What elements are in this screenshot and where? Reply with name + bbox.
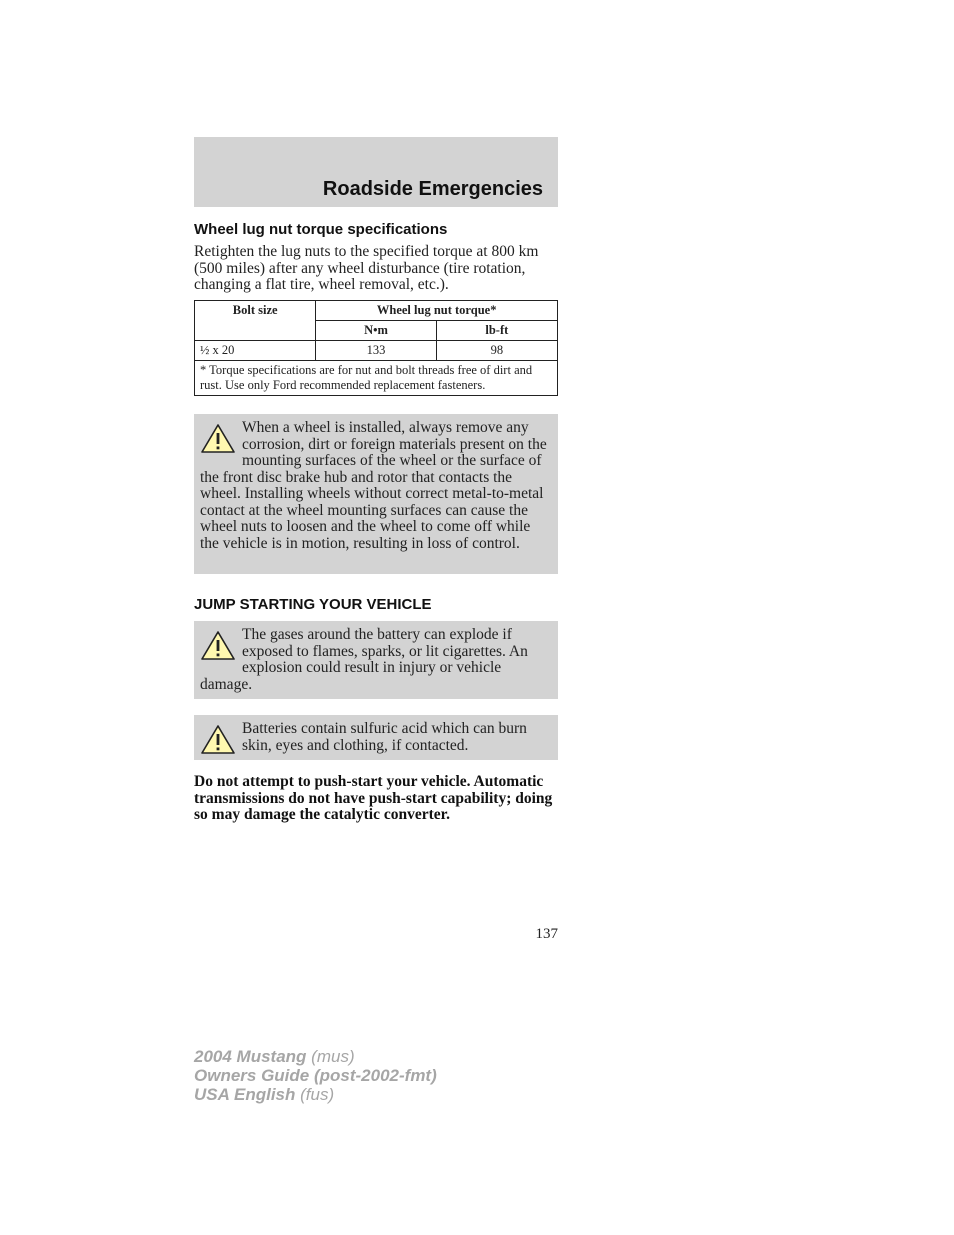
warning-triangle-icon bbox=[200, 724, 236, 756]
warning-triangle-icon bbox=[200, 630, 236, 662]
footer-line-1 bbox=[194, 1047, 437, 1066]
footer-model-code: (mus) bbox=[306, 1047, 355, 1066]
torque-spec-table bbox=[194, 300, 558, 396]
warning-text: Batteries contain sulfuric acid which can burn skin, eyes and clothing, if contacted. bbox=[242, 720, 527, 754]
table-footnote-row bbox=[195, 361, 558, 396]
column-header-torque: Wheel lug nut torque* bbox=[316, 301, 558, 321]
torque-intro-paragraph: Retighten the lug nuts to the specified torque at 800 km (500 miles) after any wheel disturbance (tire rotation, changing a flat tire, wheel removal, etc.). bbox=[194, 243, 539, 293]
footer-model: 2004 Mustang bbox=[194, 1047, 307, 1066]
footer-line-2 bbox=[194, 1066, 437, 1085]
table-row bbox=[195, 341, 558, 361]
footer-language: USA English bbox=[194, 1085, 296, 1104]
torque-spec-heading: Wheel lug nut torque specifications bbox=[194, 221, 448, 238]
column-header-bolt-size: Bolt size bbox=[195, 301, 316, 341]
footer-line-3 bbox=[194, 1085, 437, 1104]
document-footer bbox=[194, 1047, 437, 1104]
cell-bolt-size: ½ x 20 bbox=[195, 341, 316, 361]
footer-guide: Owners Guide (post-2002-fmt) bbox=[194, 1066, 437, 1085]
cell-torque-nm: 133 bbox=[316, 341, 436, 361]
section-header-band bbox=[194, 137, 558, 207]
unit-header-nm: N•m bbox=[316, 321, 436, 341]
warning-box-wheel-install bbox=[194, 414, 558, 574]
section-title: Roadside Emergencies bbox=[322, 178, 543, 200]
warning-box-battery-gases bbox=[194, 621, 558, 699]
footer-language-code: (fus) bbox=[295, 1085, 335, 1104]
page-number: 137 bbox=[535, 926, 558, 942]
unit-header-lbft: lb-ft bbox=[436, 321, 557, 341]
table-header-row bbox=[195, 301, 558, 321]
push-start-note: Do not attempt to push-start your vehicle. Automatic transmissions do not have push-start capability; doing so may damage the catalytic converter. bbox=[194, 773, 553, 823]
cell-torque-lbft: 98 bbox=[436, 341, 557, 361]
warning-text: The gases around the battery can explode if exposed to flames, sparks, or lit cigarettes. An explosion could result in injury or vehicle damage. bbox=[200, 626, 528, 693]
warning-text: When a wheel is installed, always remove any corrosion, dirt or foreign materials present on the mounting surfaces of the wheel or the surface of the front disc brake hub and rotor that contacts the wheel. Installing wheels without correct metal-to-metal contact at the wheel mounting surfaces can cause the wheel nuts to loosen and the wheel to come off while the vehicle is in motion, resulting in loss of control. bbox=[200, 419, 547, 552]
warning-triangle-icon bbox=[200, 423, 236, 455]
jump-start-heading: JUMP STARTING YOUR VEHICLE bbox=[194, 596, 432, 613]
table-footnote: * Torque specifications are for nut and bolt threads free of dirt and rust. Use only Ford recommended replacement fasteners. bbox=[195, 361, 558, 396]
warning-box-battery-acid bbox=[194, 715, 558, 760]
